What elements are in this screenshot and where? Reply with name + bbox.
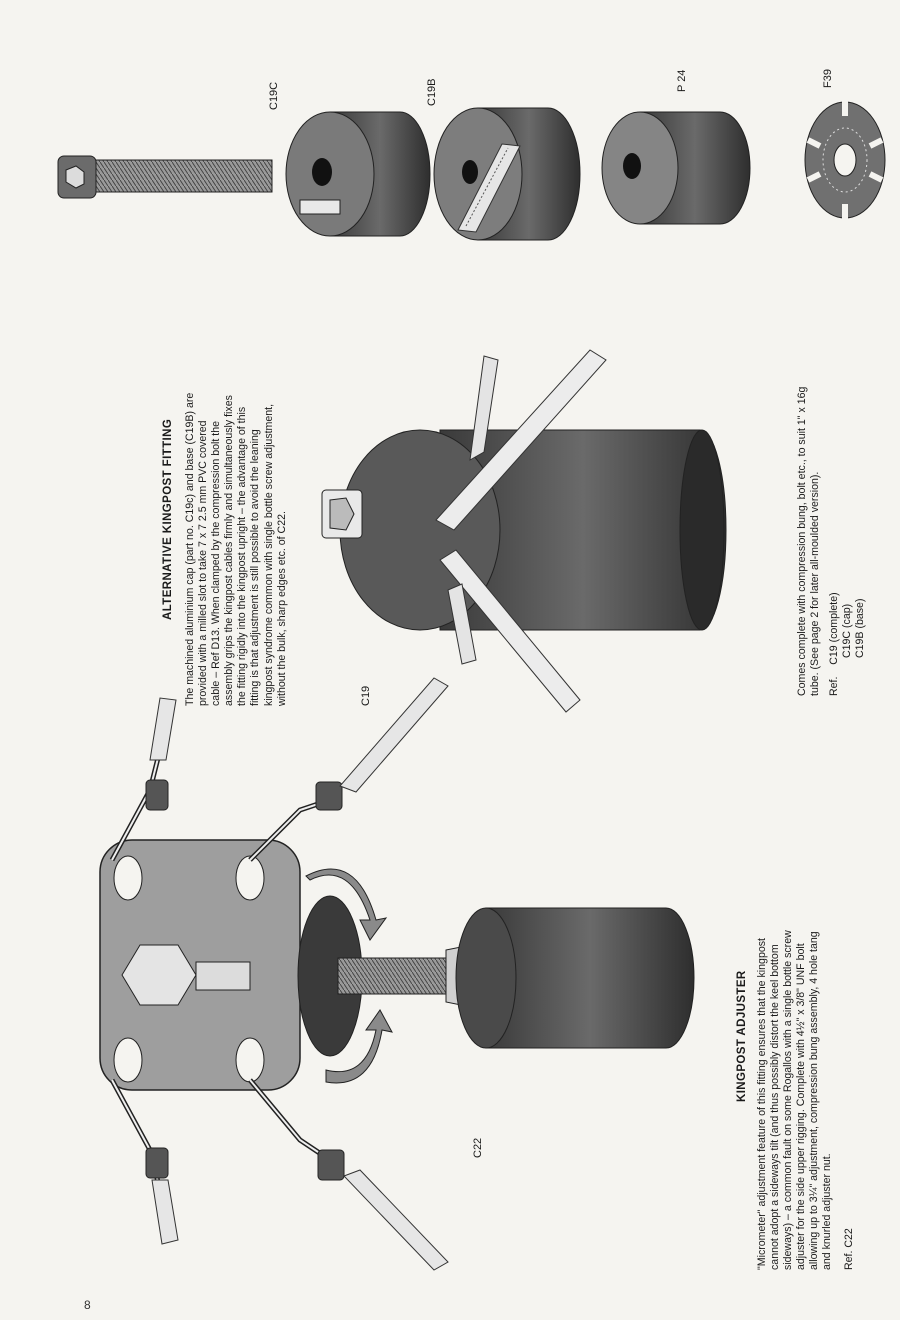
- alternative-line: kingpost syndrome common with single bottle screw adjustment,: [262, 403, 275, 706]
- alternative-line: provided with a milled slot to take 7 x 7 2.5 mm PVC covered: [197, 420, 210, 706]
- ref-label: Ref.: [828, 676, 840, 696]
- alternative-line: cable – Ref D13. When clamped by the compression bolt the: [210, 420, 223, 706]
- adjuster-line: cannot adopt a sideways tilt (and thus possibly distort the keel bottom: [769, 944, 782, 1270]
- alternative-line: The machined aluminium cap (part no. C19c) and base (C19B) are: [184, 392, 196, 706]
- alternative-line: the fitting rigidly into the kingpost upright – the advantage of this: [236, 406, 249, 706]
- adjuster-body-text: [756, 830, 856, 1270]
- alternative-line: without the bulk, sharp edges etc. of C22.: [275, 511, 288, 706]
- c19-complete-note: [796, 316, 822, 696]
- p24-bung-illustration: [602, 112, 750, 224]
- label-f39: F39: [822, 69, 834, 88]
- ref-item: C19 (complete): [828, 592, 840, 665]
- section-heading-alternative-kingpost: ALTERNATIVE KINGPOST FITTING: [162, 418, 174, 620]
- c19b-base-illustration: [434, 108, 580, 240]
- adjuster-line: allowing up to 3¼" adjustment, compression bung assembly, 4 hole tang: [808, 931, 821, 1270]
- bolt-illustration: [58, 156, 272, 198]
- c19-fitting-illustration: [322, 350, 726, 712]
- adjuster-line: and knurled adjuster nut.: [821, 1153, 834, 1270]
- label-p24: P 24: [676, 69, 688, 92]
- c19-ref-block: [828, 592, 867, 696]
- label-c19c: C19C: [268, 81, 280, 110]
- ref-item: C19C (cap): [841, 603, 854, 658]
- c19c-cap-illustration: [286, 112, 430, 236]
- note-line: tube. (See page 2 for later all-moulded version).: [809, 471, 822, 696]
- adjuster-ref: Ref. C22: [842, 1228, 855, 1270]
- tang-washer-illustration: [805, 100, 885, 220]
- alternative-line: assembly grips the kingpost cables firmly and simultaneously fixes: [223, 395, 236, 706]
- page-number: 8: [84, 1298, 91, 1312]
- note-line: Comes complete with compression bung, bolt etc., to suit 1" x 16g: [796, 386, 808, 696]
- ref-item: C19B (base): [854, 598, 867, 658]
- adjuster-line: "Micrometer" adjustment feature of this fitting ensures that the kingpost: [756, 938, 768, 1270]
- section-heading-kingpost-adjuster: KINGPOST ADJUSTER: [736, 970, 748, 1102]
- label-c19b: C19B: [426, 78, 438, 106]
- c22-adjuster-illustration: [100, 678, 694, 1270]
- adjuster-line: sideways) – a common fault on some Rogallos with a single bottle screw: [782, 930, 795, 1270]
- adjuster-line: adjuster for the side upper rigging. Complete with 4½" x 3/8" UNF bolt: [795, 943, 808, 1270]
- label-c19: C19: [360, 685, 372, 706]
- alternative-body-text: [184, 326, 289, 706]
- label-c22: C22: [472, 1137, 484, 1158]
- ref-line: [828, 592, 841, 696]
- alternative-line: fitting is that adjustment is still possible to avoid the leaning: [249, 429, 262, 706]
